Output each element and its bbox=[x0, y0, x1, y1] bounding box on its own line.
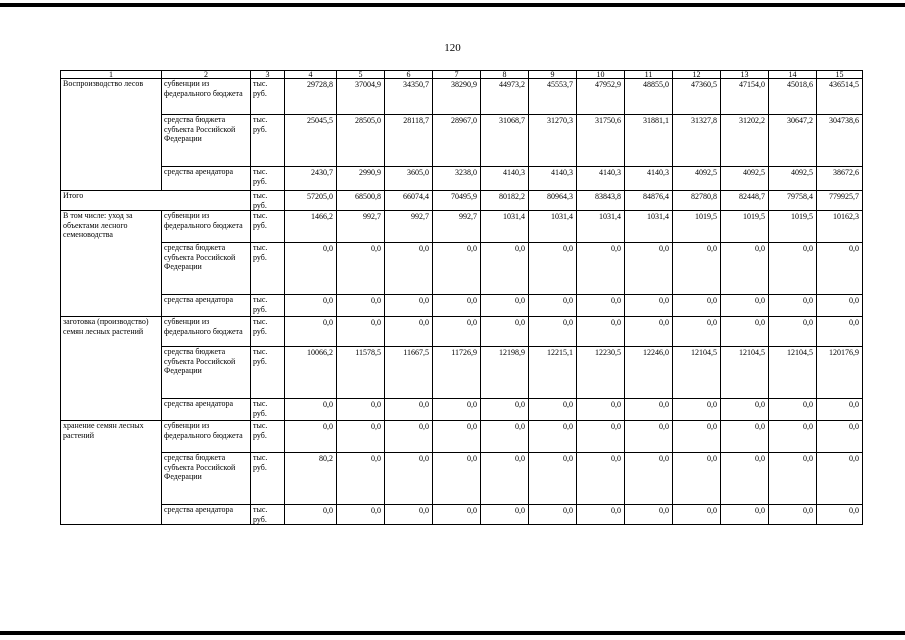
funding-source: средства арендатора bbox=[162, 505, 251, 525]
funding-source: средства бюджета субъекта Российской Федерации bbox=[162, 115, 251, 167]
column-number: 7 bbox=[433, 71, 481, 79]
unit-cell: тыс. руб. bbox=[251, 79, 285, 115]
value-cell: 83843,8 bbox=[577, 191, 625, 211]
value-cell: 436514,5 bbox=[817, 79, 863, 115]
funding-source: средства арендатора bbox=[162, 167, 251, 191]
value-cell: 0,0 bbox=[817, 453, 863, 505]
value-cell: 0,0 bbox=[817, 505, 863, 525]
column-number: 8 bbox=[481, 71, 529, 79]
value-cell: 12215,1 bbox=[529, 347, 577, 399]
value-cell: 0,0 bbox=[481, 317, 529, 347]
value-cell: 0,0 bbox=[481, 243, 529, 295]
value-cell: 0,0 bbox=[433, 295, 481, 317]
value-cell: 28505,0 bbox=[337, 115, 385, 167]
value-cell: 0,0 bbox=[481, 421, 529, 453]
value-cell: 37004,9 bbox=[337, 79, 385, 115]
value-cell: 0,0 bbox=[625, 453, 673, 505]
value-cell: 0,0 bbox=[285, 243, 337, 295]
table-row bbox=[61, 505, 863, 525]
value-cell: 47360,5 bbox=[673, 79, 721, 115]
value-cell: 779925,7 bbox=[817, 191, 863, 211]
value-cell: 0,0 bbox=[721, 453, 769, 505]
value-cell: 304738,6 bbox=[817, 115, 863, 167]
value-cell: 25045,5 bbox=[285, 115, 337, 167]
value-cell: 0,0 bbox=[529, 399, 577, 421]
value-cell: 0,0 bbox=[385, 421, 433, 453]
value-cell: 1031,4 bbox=[625, 211, 673, 243]
value-cell: 0,0 bbox=[577, 421, 625, 453]
value-cell: 0,0 bbox=[625, 505, 673, 525]
activity-name: Воспроизводство лесов bbox=[61, 79, 162, 191]
column-number: 10 bbox=[577, 71, 625, 79]
funding-source: средства арендатора bbox=[162, 399, 251, 421]
value-cell: 0,0 bbox=[337, 453, 385, 505]
value-cell: 0,0 bbox=[433, 399, 481, 421]
value-cell: 0,0 bbox=[625, 399, 673, 421]
value-cell: 66074,4 bbox=[385, 191, 433, 211]
value-cell: 4140,3 bbox=[625, 167, 673, 191]
value-cell: 0,0 bbox=[577, 399, 625, 421]
value-cell: 0,0 bbox=[817, 295, 863, 317]
funding-source: средства бюджета субъекта Российской Федерации bbox=[162, 347, 251, 399]
value-cell: 70495,9 bbox=[433, 191, 481, 211]
value-cell: 0,0 bbox=[769, 505, 817, 525]
value-cell: 1031,4 bbox=[529, 211, 577, 243]
value-cell: 12198,9 bbox=[481, 347, 529, 399]
value-cell: 0,0 bbox=[529, 243, 577, 295]
value-cell: 30647,2 bbox=[769, 115, 817, 167]
page-number: 120 bbox=[444, 42, 461, 54]
funding-source: средства бюджета субъекта Российской Федерации bbox=[162, 453, 251, 505]
value-cell: 57205,0 bbox=[285, 191, 337, 211]
value-cell: 0,0 bbox=[337, 505, 385, 525]
value-cell: 0,0 bbox=[481, 295, 529, 317]
value-cell: 0,0 bbox=[385, 243, 433, 295]
value-cell: 0,0 bbox=[285, 421, 337, 453]
value-cell: 992,7 bbox=[337, 211, 385, 243]
top-border-line bbox=[0, 3, 905, 7]
value-cell: 0,0 bbox=[769, 243, 817, 295]
value-cell: 68500,8 bbox=[337, 191, 385, 211]
value-cell: 0,0 bbox=[529, 505, 577, 525]
column-number: 14 bbox=[769, 71, 817, 79]
value-cell: 0,0 bbox=[625, 243, 673, 295]
value-cell: 0,0 bbox=[529, 453, 577, 505]
value-cell: 84876,4 bbox=[625, 191, 673, 211]
value-cell: 992,7 bbox=[433, 211, 481, 243]
value-cell: 31881,1 bbox=[625, 115, 673, 167]
value-cell: 0,0 bbox=[337, 295, 385, 317]
value-cell: 0,0 bbox=[577, 317, 625, 347]
value-cell: 12246,0 bbox=[625, 347, 673, 399]
table-row bbox=[61, 79, 863, 115]
value-cell: 4140,3 bbox=[577, 167, 625, 191]
value-cell: 1031,4 bbox=[577, 211, 625, 243]
value-cell: 4092,5 bbox=[769, 167, 817, 191]
value-cell: 992,7 bbox=[385, 211, 433, 243]
table-row bbox=[61, 191, 863, 211]
value-cell: 1019,5 bbox=[673, 211, 721, 243]
value-cell: 80,2 bbox=[285, 453, 337, 505]
funding-source: средства арендатора bbox=[162, 295, 251, 317]
value-cell: 31750,6 bbox=[577, 115, 625, 167]
value-cell: 29728,8 bbox=[285, 79, 337, 115]
value-cell: 31270,3 bbox=[529, 115, 577, 167]
value-cell: 2990,9 bbox=[337, 167, 385, 191]
value-cell: 0,0 bbox=[769, 317, 817, 347]
value-cell: 38290,9 bbox=[433, 79, 481, 115]
value-cell: 11667,5 bbox=[385, 347, 433, 399]
unit-cell: тыс. руб. bbox=[251, 317, 285, 347]
unit-cell: тыс. руб. bbox=[251, 295, 285, 317]
activity-name: хранение семян лесных растений bbox=[61, 421, 162, 525]
column-number: 4 bbox=[285, 71, 337, 79]
value-cell: 34350,7 bbox=[385, 79, 433, 115]
value-cell: 0,0 bbox=[721, 421, 769, 453]
value-cell: 0,0 bbox=[577, 295, 625, 317]
value-cell: 1019,5 bbox=[721, 211, 769, 243]
activity-name: заготовка (производство) семян лесных растений bbox=[61, 317, 162, 421]
value-cell: 79758,4 bbox=[769, 191, 817, 211]
table-row bbox=[61, 317, 863, 347]
value-cell: 0,0 bbox=[673, 399, 721, 421]
unit-cell: тыс. руб. bbox=[251, 167, 285, 191]
value-cell: 0,0 bbox=[285, 399, 337, 421]
value-cell: 0,0 bbox=[481, 505, 529, 525]
value-cell: 0,0 bbox=[817, 399, 863, 421]
unit-cell: тыс. руб. bbox=[251, 211, 285, 243]
table-row bbox=[61, 399, 863, 421]
value-cell: 120176,9 bbox=[817, 347, 863, 399]
value-cell: 0,0 bbox=[721, 399, 769, 421]
header-row bbox=[61, 71, 863, 79]
table-row bbox=[61, 211, 863, 243]
value-cell: 28967,0 bbox=[433, 115, 481, 167]
value-cell: 0,0 bbox=[385, 399, 433, 421]
column-number: 12 bbox=[673, 71, 721, 79]
column-number: 13 bbox=[721, 71, 769, 79]
value-cell: 31068,7 bbox=[481, 115, 529, 167]
value-cell: 10162,3 bbox=[817, 211, 863, 243]
value-cell: 0,0 bbox=[721, 317, 769, 347]
value-cell: 0,0 bbox=[577, 453, 625, 505]
value-cell: 0,0 bbox=[817, 317, 863, 347]
table-row bbox=[61, 295, 863, 317]
value-cell: 0,0 bbox=[769, 295, 817, 317]
value-cell: 0,0 bbox=[285, 505, 337, 525]
value-cell: 82448,7 bbox=[721, 191, 769, 211]
value-cell: 0,0 bbox=[529, 421, 577, 453]
value-cell: 0,0 bbox=[625, 421, 673, 453]
value-cell: 47154,0 bbox=[721, 79, 769, 115]
budget-table bbox=[60, 70, 863, 525]
value-cell: 0,0 bbox=[817, 243, 863, 295]
value-cell: 0,0 bbox=[433, 453, 481, 505]
value-cell: 12104,5 bbox=[769, 347, 817, 399]
unit-cell: тыс. руб. bbox=[251, 115, 285, 167]
table-row bbox=[61, 115, 863, 167]
value-cell: 0,0 bbox=[673, 295, 721, 317]
value-cell: 82780,8 bbox=[673, 191, 721, 211]
value-cell: 0,0 bbox=[285, 295, 337, 317]
value-cell: 0,0 bbox=[673, 505, 721, 525]
value-cell: 4140,3 bbox=[529, 167, 577, 191]
value-cell: 0,0 bbox=[817, 421, 863, 453]
value-cell: 11726,9 bbox=[433, 347, 481, 399]
value-cell: 11578,5 bbox=[337, 347, 385, 399]
table-row bbox=[61, 347, 863, 399]
value-cell: 0,0 bbox=[673, 421, 721, 453]
value-cell: 4092,5 bbox=[721, 167, 769, 191]
value-cell: 0,0 bbox=[721, 295, 769, 317]
value-cell: 0,0 bbox=[481, 399, 529, 421]
value-cell: 0,0 bbox=[385, 453, 433, 505]
value-cell: 0,0 bbox=[673, 453, 721, 505]
value-cell: 0,0 bbox=[673, 243, 721, 295]
value-cell: 0,0 bbox=[337, 399, 385, 421]
value-cell: 12230,5 bbox=[577, 347, 625, 399]
value-cell: 4140,3 bbox=[481, 167, 529, 191]
value-cell: 3238,0 bbox=[433, 167, 481, 191]
column-number: 11 bbox=[625, 71, 673, 79]
value-cell: 3605,0 bbox=[385, 167, 433, 191]
value-cell: 0,0 bbox=[625, 295, 673, 317]
column-number: 15 bbox=[817, 71, 863, 79]
table-row bbox=[61, 167, 863, 191]
unit-cell: тыс. руб. bbox=[251, 453, 285, 505]
value-cell: 12104,5 bbox=[721, 347, 769, 399]
value-cell: 48855,0 bbox=[625, 79, 673, 115]
value-cell: 0,0 bbox=[625, 317, 673, 347]
unit-cell: тыс. руб. bbox=[251, 347, 285, 399]
value-cell: 0,0 bbox=[285, 317, 337, 347]
funding-source: субвенции из федерального бюджета bbox=[162, 421, 251, 453]
value-cell: 47952,9 bbox=[577, 79, 625, 115]
value-cell: 80182,2 bbox=[481, 191, 529, 211]
funding-source: субвенции из федерального бюджета bbox=[162, 317, 251, 347]
value-cell: 0,0 bbox=[769, 453, 817, 505]
column-number: 3 bbox=[251, 71, 285, 79]
value-cell: 0,0 bbox=[433, 505, 481, 525]
funding-source: субвенции из федерального бюджета bbox=[162, 211, 251, 243]
column-number: 9 bbox=[529, 71, 577, 79]
unit-cell: тыс. руб. bbox=[251, 421, 285, 453]
funding-source: субвенции из федерального бюджета bbox=[162, 79, 251, 115]
table-row bbox=[61, 421, 863, 453]
value-cell: 0,0 bbox=[529, 295, 577, 317]
value-cell: 31327,8 bbox=[673, 115, 721, 167]
bottom-border-line bbox=[0, 631, 905, 635]
unit-cell: тыс. руб. bbox=[251, 243, 285, 295]
value-cell: 0,0 bbox=[337, 421, 385, 453]
value-cell: 0,0 bbox=[577, 243, 625, 295]
column-number: 5 bbox=[337, 71, 385, 79]
value-cell: 28118,7 bbox=[385, 115, 433, 167]
column-number: 2 bbox=[162, 71, 251, 79]
unit-cell: тыс. руб. bbox=[251, 399, 285, 421]
value-cell: 45018,6 bbox=[769, 79, 817, 115]
column-number: 1 bbox=[61, 71, 162, 79]
value-cell: 1031,4 bbox=[481, 211, 529, 243]
value-cell: 10066,2 bbox=[285, 347, 337, 399]
value-cell: 0,0 bbox=[481, 453, 529, 505]
value-cell: 0,0 bbox=[769, 421, 817, 453]
value-cell: 0,0 bbox=[433, 421, 481, 453]
value-cell: 12104,5 bbox=[673, 347, 721, 399]
value-cell: 1019,5 bbox=[769, 211, 817, 243]
value-cell: 0,0 bbox=[529, 317, 577, 347]
value-cell: 45553,7 bbox=[529, 79, 577, 115]
value-cell: 0,0 bbox=[577, 505, 625, 525]
activity-name: В том числе: уход за объектами лесного семеноводства bbox=[61, 211, 162, 317]
value-cell: 0,0 bbox=[385, 295, 433, 317]
value-cell: 0,0 bbox=[385, 317, 433, 347]
total-label: Итого bbox=[61, 191, 251, 211]
value-cell: 0,0 bbox=[673, 317, 721, 347]
value-cell: 0,0 bbox=[769, 399, 817, 421]
value-cell: 31202,2 bbox=[721, 115, 769, 167]
table-row bbox=[61, 243, 863, 295]
value-cell: 1466,2 bbox=[285, 211, 337, 243]
value-cell: 4092,5 bbox=[673, 167, 721, 191]
value-cell: 0,0 bbox=[337, 317, 385, 347]
value-cell: 0,0 bbox=[433, 317, 481, 347]
unit-cell: тыс. руб. bbox=[251, 191, 285, 211]
value-cell: 44973,2 bbox=[481, 79, 529, 115]
value-cell: 2430,7 bbox=[285, 167, 337, 191]
value-cell: 0,0 bbox=[721, 505, 769, 525]
value-cell: 0,0 bbox=[385, 505, 433, 525]
value-cell: 80964,3 bbox=[529, 191, 577, 211]
value-cell: 0,0 bbox=[337, 243, 385, 295]
unit-cell: тыс. руб. bbox=[251, 505, 285, 525]
value-cell: 0,0 bbox=[433, 243, 481, 295]
funding-source: средства бюджета субъекта Российской Федерации bbox=[162, 243, 251, 295]
value-cell: 38672,6 bbox=[817, 167, 863, 191]
table-row bbox=[61, 453, 863, 505]
value-cell: 0,0 bbox=[721, 243, 769, 295]
column-number: 6 bbox=[385, 71, 433, 79]
